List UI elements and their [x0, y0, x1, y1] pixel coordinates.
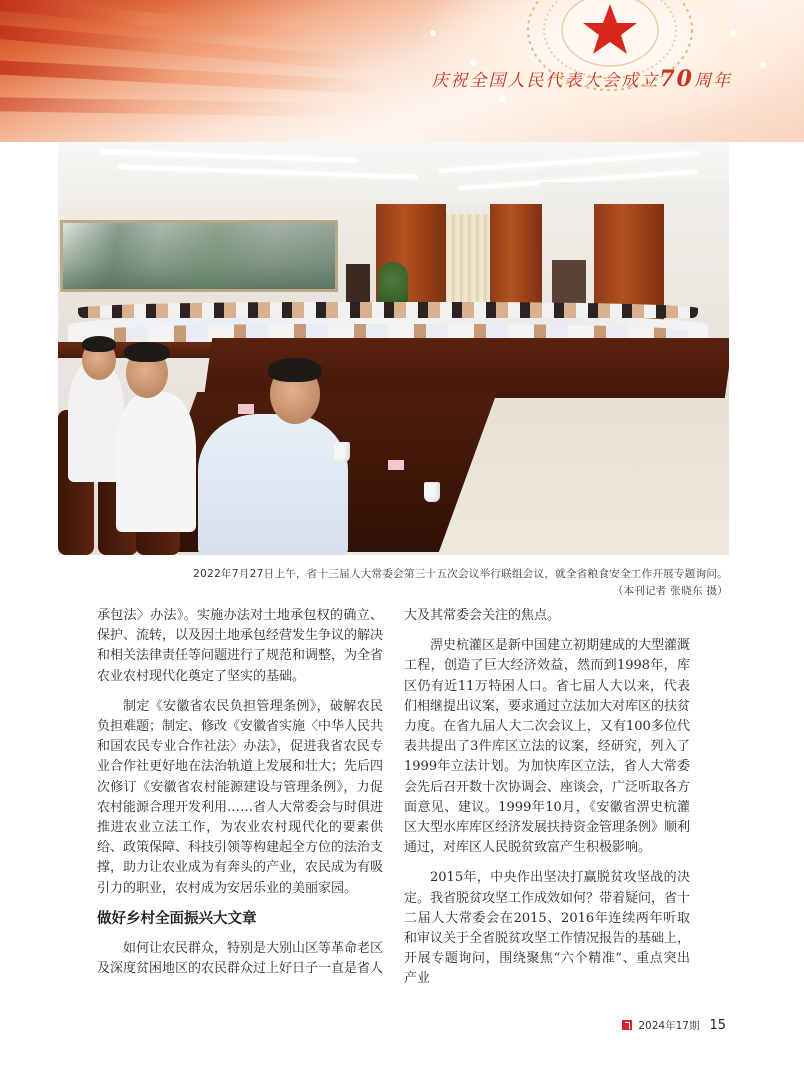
page-number: 15 — [709, 1017, 726, 1033]
banner-light-stripe — [0, 97, 340, 117]
photo-credit: （本刊记者 张晓东 摄） — [612, 585, 728, 597]
doorway — [346, 264, 370, 304]
header-banner — [0, 0, 804, 142]
banner-title-prefix: 庆祝全国人民代表大会成立 — [431, 71, 660, 91]
ceiling-light-dot — [760, 62, 766, 68]
paragraph: 大及其常委会关注的焦点。 — [404, 608, 561, 623]
ceiling-light-dot — [430, 30, 436, 36]
nameplate — [238, 404, 254, 414]
right-column — [404, 606, 690, 990]
attendee-row — [78, 302, 698, 318]
attendee — [116, 392, 196, 532]
ceiling-light-dot — [500, 96, 506, 102]
paragraph: 淠史杭灌区是新中国建立初期建成的大型灌溉工程，创造了巨大经济效益，然而到1998年，库区仍有近11万特困人口。省七届人大以来，代表们相继提出议案，要求通过立法加大对库区的扶贫力度。在省九届人大二次会议上，又有100多位代表共提出了3件库区立法的议案，经研究，列入了1999年立法计划。为加快库区立法，省人大常委会先后召开数十次协调会、座谈会，广泛听取各方面意见、建议。1999年10月，《安徽省淠史杭灌区大型水库库区经济发展扶持资金管理条例》顺利通过，对库区人民脱贫致富产生积极影响。 — [404, 638, 691, 856]
speaker — [198, 414, 348, 555]
section-heading: 做好乡村全面振兴大文章 — [97, 910, 257, 927]
landscape-mural — [60, 220, 338, 292]
issue-label: 2024年17期 — [638, 1019, 700, 1032]
speaker-hair — [268, 358, 322, 382]
ceiling-light-dot — [730, 30, 736, 36]
paragraph: 2015年，中央作出坚决打赢脱贫攻坚战的决定。我省脱贫攻坚工作成效如何？带着疑问，省十二届人大常委会在2015、2016年连续两年听取和审议关于全省脱贫攻坚工作情况报告的基础上，开展专题询问，围绕聚焦“六个精准”、重点突出产业 — [404, 870, 691, 987]
nameplate — [388, 460, 404, 470]
magazine-logo-icon — [622, 1020, 632, 1030]
meeting-photo — [58, 142, 729, 555]
banner-title-suffix: 周年 — [694, 71, 732, 91]
attendee-hair — [82, 336, 116, 352]
banner-title — [431, 66, 732, 92]
paragraph: 承包法〉办法》。实施办法对土地承包权的确立、保护、流转，以及因土地承包经营发生争议的解决和相关法律责任等问题进行了规范和调整，为全省农业农村现代化奠定了坚实的基础。 — [97, 608, 384, 684]
attendee-hair — [124, 342, 170, 362]
left-column — [97, 606, 383, 979]
page-footer — [622, 1016, 726, 1034]
paragraph: 制定《安徽省农民负担管理条例》，破解农民负担难题；制定、修改《安徽省实施〈中华人民共和国农民专业合作社法〉办法》，促进我省农民专业合作社更好地在法治轨道上发展和壮大；先后四次修订《安徽省农村能源建设与管理条例》，力促农村能源合理开发利用……省人大常委会与时俱进推进农业立法工作，为农业农村现代化的要素供给、政策保障、科技引领等构建起全方位的法治支撑，助力让农业成为有奔头的产业，农民成为有吸引力的职业，农村成为安居乐业的美丽家园。 — [97, 698, 384, 896]
banner-title-number: 70 — [659, 66, 694, 92]
paragraph: 如何让农民群众，特别是大别山区等革命老区及深度贫困地区的农民群众过上好日子一直是省人 — [97, 940, 384, 977]
teacup — [424, 482, 440, 502]
teacup — [334, 442, 350, 462]
photo-caption: 2022年7月27日上午，省十三届人大常委会第三十五次会议举行联组会议，就全省粮食安全工作开展专题询问。 — [193, 568, 728, 580]
